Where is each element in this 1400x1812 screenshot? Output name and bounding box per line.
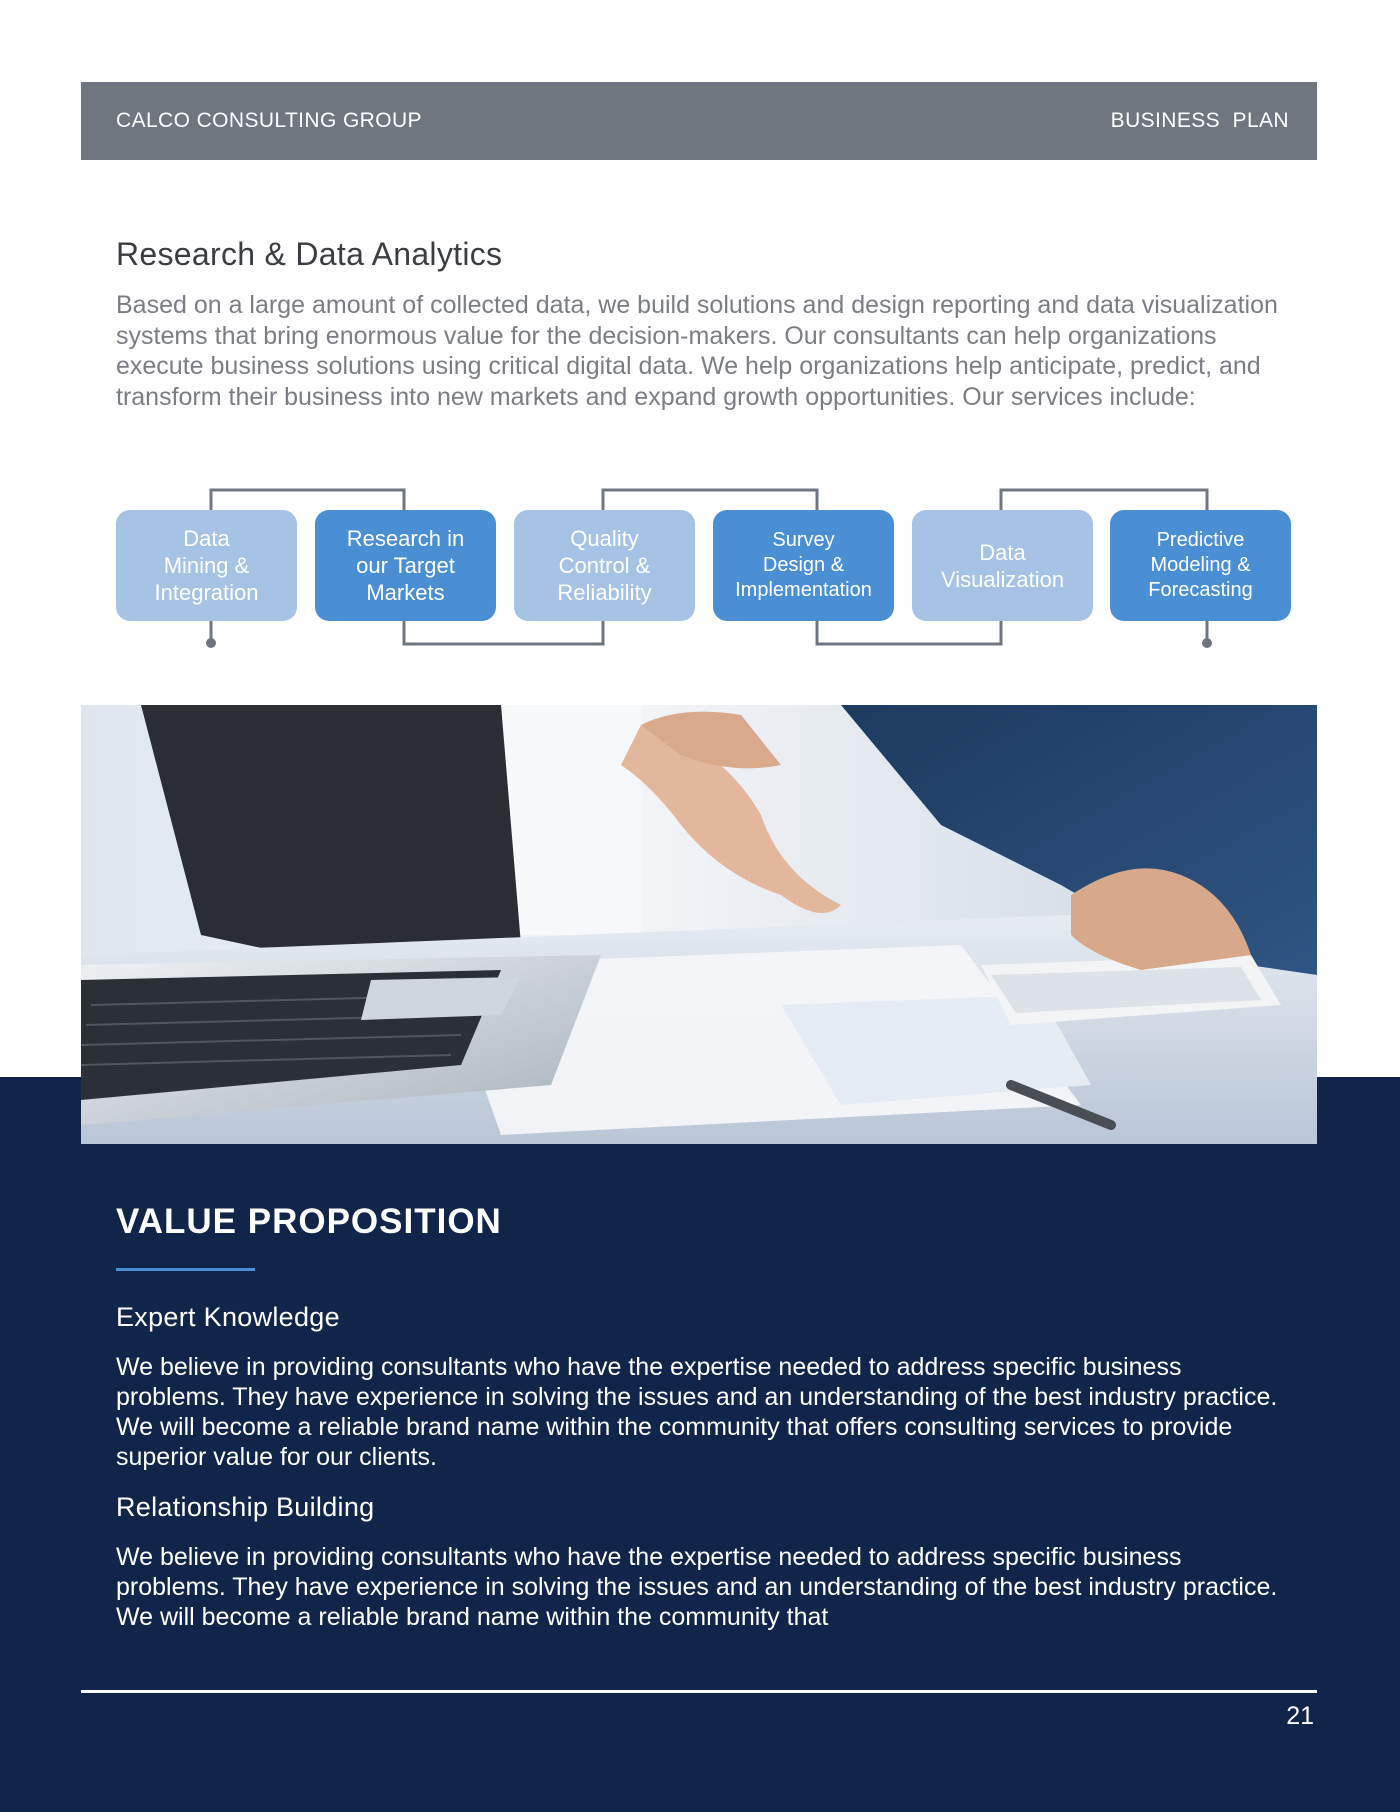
title-underline <box>116 1268 255 1271</box>
start-dot <box>206 638 216 648</box>
service-box-predictive-modeling: Predictive Modeling & Forecasting <box>1110 510 1291 621</box>
connector-1-2 <box>211 490 404 510</box>
header-bar <box>81 82 1317 160</box>
connector-2-3 <box>404 621 603 644</box>
relationship-building-heading: Relationship Building <box>116 1492 375 1522</box>
document-type: BUSINESS PLAN <box>1110 109 1289 132</box>
expert-knowledge-heading: Expert Knowledge <box>116 1302 340 1332</box>
end-dot <box>1202 638 1212 648</box>
expert-knowledge-text: We believe in providing consultants who have the expertise needed to address specific business problems. They have experience in solving the issues and an understanding of the best industry practice. We will become a reliable brand name within the community that offers consulting services to provide superior value for our clients. <box>116 1353 1278 1471</box>
value-proposition-title: VALUE PROPOSITION <box>116 1202 502 1241</box>
company-name: CALCO CONSULTING GROUP <box>116 109 422 132</box>
page-number: 21 <box>1286 1702 1314 1730</box>
services-flow-diagram <box>0 480 1400 650</box>
connector-5-6 <box>1001 490 1207 510</box>
service-box-research-markets: Research in our Target Markets <box>315 510 496 621</box>
relationship-building-text: We believe in providing consultants who have the expertise needed to address specific business problems. They have experience in solving the issues and an understanding of the best industry practice. We will become a reliable brand name within the community that <box>116 1543 1278 1631</box>
connector-4-5 <box>817 621 1001 644</box>
photo-illustration <box>81 705 1317 1144</box>
intro-paragraph: Based on a large amount of collected data, we build solutions and design reporting and data visualization systems that bring enormous value for the decision-makers. Our consultants can help organizations execute business solutions using critical digital data. We help organizations help anticipate, predict, and transform their business into new markets and expand growth opportunities. Our services include: <box>116 291 1278 411</box>
business-photo <box>81 705 1317 1144</box>
service-box-survey-design: Survey Design & Implementation <box>713 510 894 621</box>
section-title: Research & Data Analytics <box>116 236 503 272</box>
footer-rule <box>81 1690 1317 1693</box>
service-box-quality-control: Quality Control & Reliability <box>514 510 695 621</box>
service-box-data-mining: Data Mining & Integration <box>116 510 297 621</box>
connector-3-4 <box>603 490 817 510</box>
service-box-data-visualization: Data Visualization <box>912 510 1093 621</box>
